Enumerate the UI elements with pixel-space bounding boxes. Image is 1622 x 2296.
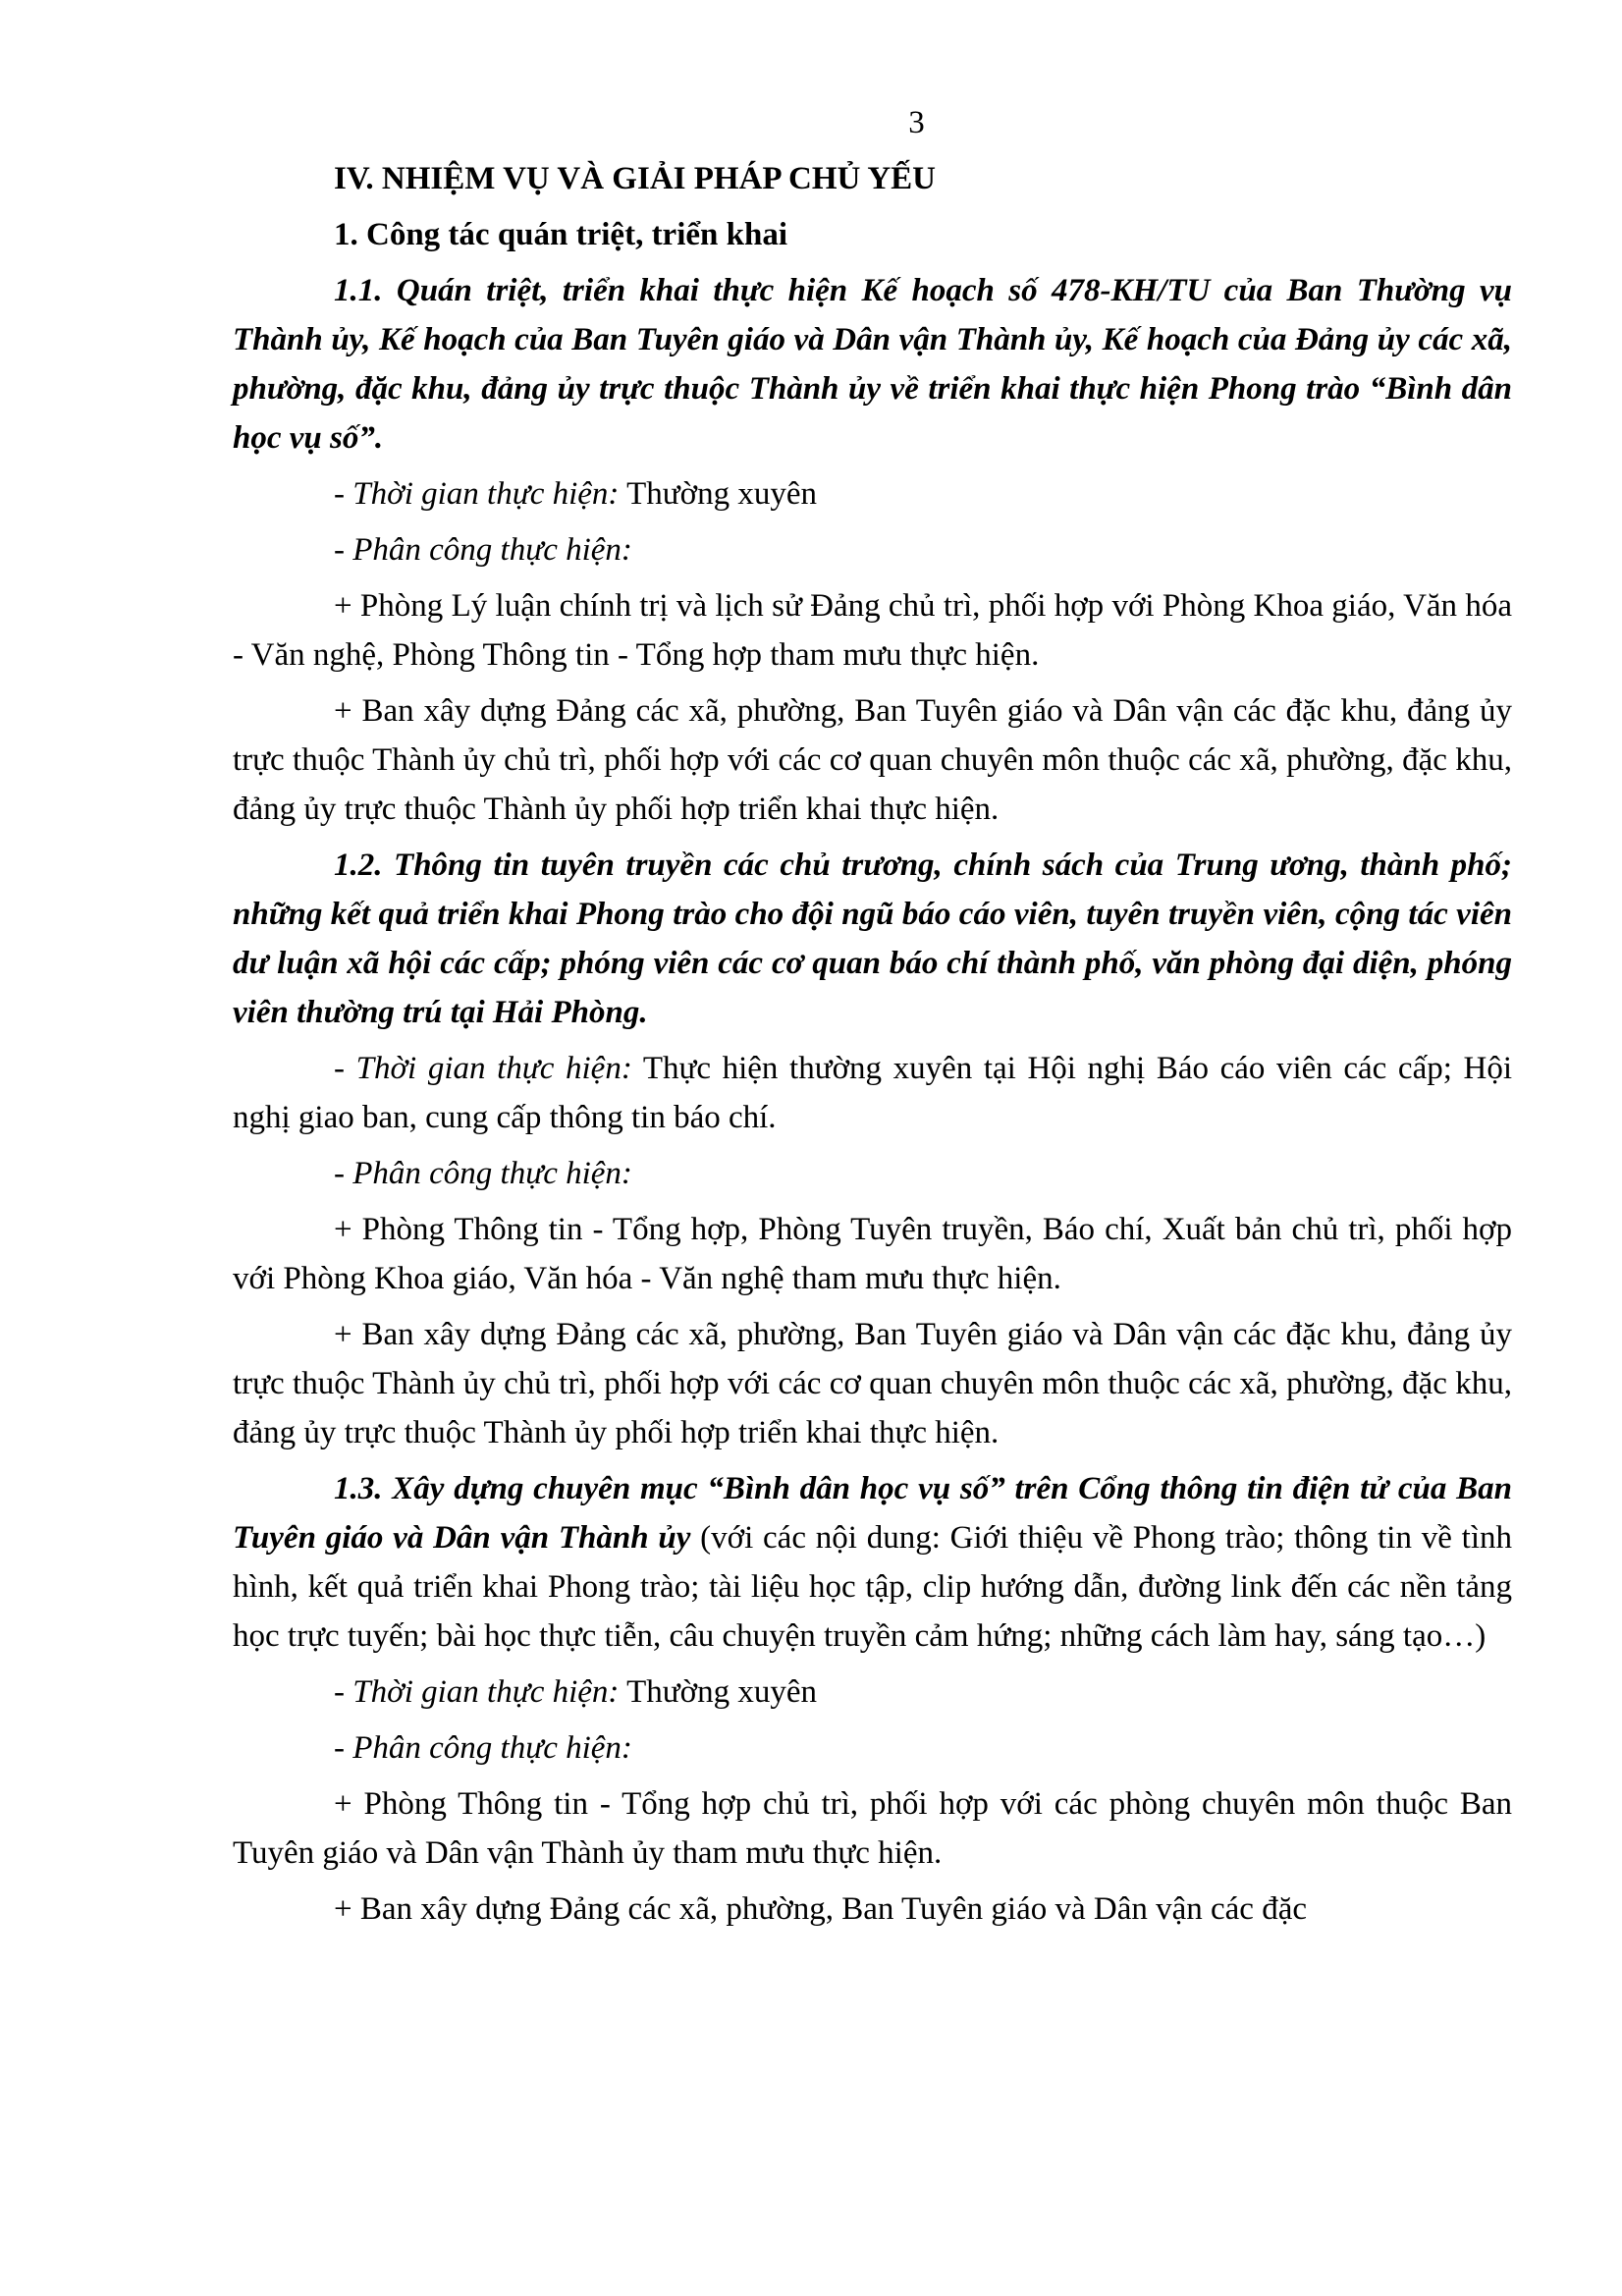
clause-1-3-task-1: + Phòng Thông tin - Tổng hợp chủ trì, phối hợp với các phòng chuyên môn thuộc Ban Tuyên giáo và Dân vận Thành ủy tham mưu thực hiện. (233, 1786, 1512, 1871)
clause-1-2-task-2: + Ban xây dựng Đảng các xã, phường, Ban Tuyên giáo và Dân vận các đặc khu, đảng ủy trực thuộc Thành ủy chủ trì, phối hợp với các cơ quan chuyên môn thuộc các xã, phường, đặc khu, đảng ủy trực thuộc Thành ủy phối hợp triển khai thực hiện. (233, 1317, 1512, 1450)
clause-1-3-task-2: + Ban xây dựng Đảng các xã, phường, Ban Tuyên giáo và Dân vận các đặc (334, 1891, 1307, 1927)
clause-1-1-title: 1.1. Quán triệt, triển khai thực hiện Kế hoạch số 478-KH/TU của Ban Thường vụ Thành ủy, Kế hoạch của Ban Tuyên giáo và Dân vận Thành ủy, Kế hoạch của Đảng ủy các xã, phường, đặc khu, đảng ủy trực thuộc Thành ủy về triển khai thực hiện Phong trào “Bình dân học vụ số”. (233, 273, 1512, 456)
time-value: Thường xuyên (619, 1674, 817, 1710)
clause-1-2-task-1: + Phòng Thông tin - Tổng hợp, Phòng Tuyên truyền, Báo chí, Xuất bản chủ trì, phối hợp với Phòng Khoa giáo, Văn hóa - Văn nghệ tham mưu thực hiện. (233, 1212, 1512, 1296)
clause-1-1-task-2: + Ban xây dựng Đảng các xã, phường, Ban Tuyên giáo và Dân vận các đặc khu, đảng ủy trực thuộc Thành ủy chủ trì, phối hợp với các cơ quan chuyên môn thuộc các xã, phường, đặc khu, đảng ủy trực thuộc Thành ủy phối hợp triển khai thực hiện. (233, 693, 1512, 827)
clause-1-3-title-emphasis: 1.3. Xây dựng chuyên mục “Bình dân học vụ số” trên Cổng thông tin điện tử của Ban Tuyên giáo và Dân vận Thành ủy (233, 1471, 1512, 1556)
time-label: - Thời gian thực hiện: (334, 476, 620, 512)
time-label: - Thời gian thực hiện: (334, 1674, 620, 1710)
time-value: Thường xuyên (619, 476, 817, 512)
time-label: - Thời gian thực hiện: (334, 1051, 632, 1086)
clause-1-3-time (233, 1667, 1512, 1717)
clause-1-3-assignment-label: - Phân công thực hiện: (334, 1730, 632, 1766)
section-heading-iv: IV. NHIỆM VỤ VÀ GIẢI PHÁP CHỦ YẾU (334, 161, 937, 196)
clause-1-1-time (233, 469, 1512, 519)
clause-1-3-title-detail: (với các nội dung: Giới thiệu về Phong trào; thông tin về tình hình, kết quả triển khai Phong trào; tài liệu học tập, clip hướng dẫn, đường link đến các nền tảng học trực tuyến; bài học thực tiễn, câu chuyện truyền cảm hứng; những cách làm hay, sáng tạo…) (233, 1520, 1512, 1654)
subsection-heading-1: 1. Công tác quán triệt, triển khai (334, 217, 787, 252)
clause-1-1-task-1: + Phòng Lý luận chính trị và lịch sử Đảng chủ trì, phối hợp với Phòng Khoa giáo, Văn hóa - Văn nghệ, Phòng Thông tin - Tổng hợp tham mưu thực hiện. (233, 588, 1512, 673)
clause-1-1-assignment-label: - Phân công thực hiện: (334, 532, 632, 568)
clause-1-2-time (233, 1044, 1512, 1142)
time-value: Thực hiện thường xuyên tại Hội nghị Báo cáo viên các cấp; Hội nghị giao ban, cung cấp thông tin báo chí. (233, 1051, 1512, 1135)
document-content (233, 98, 1512, 1941)
clause-1-2-title: 1.2. Thông tin tuyên truyền các chủ trương, chính sách của Trung ương, thành phố; những kết quả triển khai Phong trào cho đội ngũ báo cáo viên, tuyên truyền viên, cộng tác viên dư luận xã hội các cấp; phóng viên các cơ quan báo chí thành phố, văn phòng đại diện, phóng viên thường trú tại Hải Phòng. (233, 847, 1512, 1030)
page-number: 3 (908, 105, 925, 140)
clause-1-3-title (233, 1464, 1512, 1661)
clause-1-2-assignment-label: - Phân công thực hiện: (334, 1156, 632, 1191)
